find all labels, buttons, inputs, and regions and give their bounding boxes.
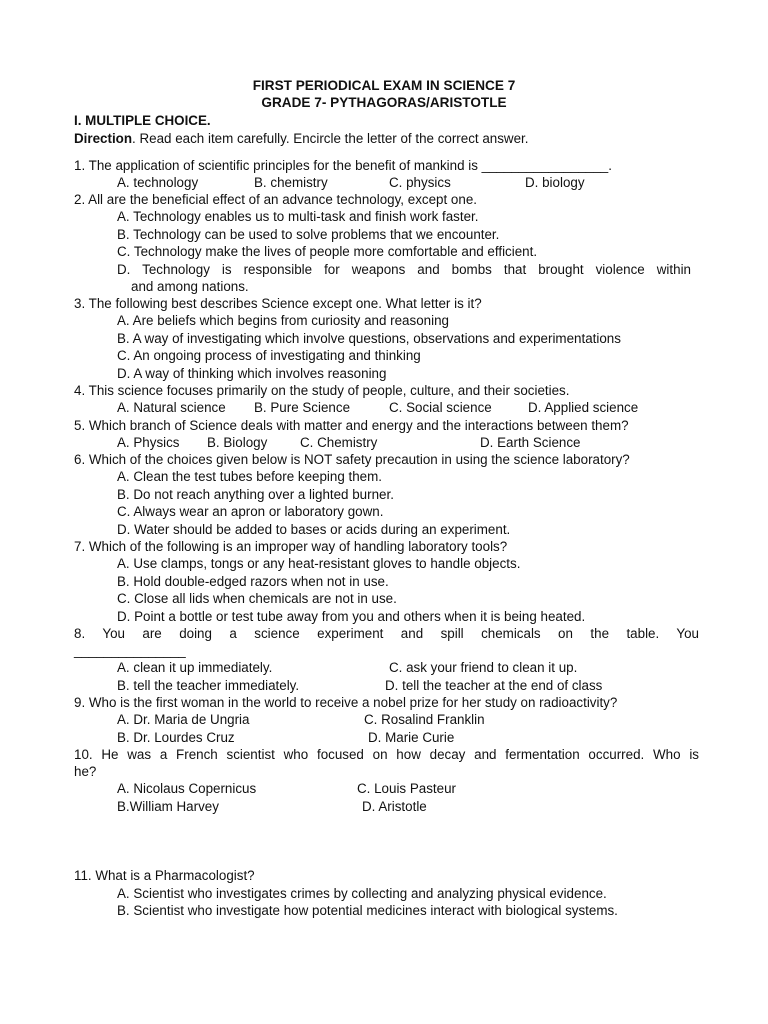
question-11-stem: 11. What is a Pharmacologist? [74, 868, 255, 883]
q10-option-b: B.William Harvey [117, 799, 219, 814]
q3-option-d: D. A way of thinking which involves reasoning [117, 366, 387, 381]
q6-option-c: C. Always wear an apron or laboratory gown. [117, 504, 384, 519]
q1-option-a: A. technology [117, 175, 199, 190]
q8-option-c: C. ask your friend to clean it up. [389, 660, 578, 675]
q9-option-b: B. Dr. Lourdes Cruz [117, 730, 235, 745]
exam-subtitle: GRADE 7- PYTHAGORAS/ARISTOTLE [261, 95, 507, 110]
q8-option-d: D. tell the teacher at the end of class [385, 678, 603, 693]
q8-option-a: A. clean it up immediately. [117, 660, 273, 675]
direction-label: Direction [74, 131, 133, 146]
q9-option-a: A. Dr. Maria de Ungria [117, 712, 250, 727]
direction-line [74, 131, 529, 147]
q6-option-d: D. Water should be added to bases or acids during an experiment. [117, 522, 511, 537]
question-6-stem: 6. Which of the choices given below is NOT safety precaution in using the science laboratory? [74, 452, 630, 467]
question-4-stem: 4. This science focuses primarily on the study of people, culture, and their societies. [74, 383, 570, 398]
q5-option-d: D. Earth Science [480, 435, 581, 450]
q8-option-b: B. tell the teacher immediately. [117, 678, 300, 693]
q1-option-c: C. physics [389, 175, 451, 190]
q3-option-b: B. A way of investigating which involve questions, observations and experimentations [117, 331, 621, 346]
question-8-blank: _______________ [74, 643, 186, 658]
q1-option-b: B. chemistry [254, 175, 328, 190]
section-heading: I. MULTIPLE CHOICE. [74, 113, 211, 128]
question-3-stem: 3. The following best describes Science except one. What letter is it? [74, 296, 482, 311]
q6-option-b: B. Do not reach anything over a lighted burner. [117, 487, 394, 502]
q7-option-b: B. Hold double-edged razors when not in use. [117, 574, 389, 589]
q4-option-d: D. Applied science [528, 400, 639, 415]
q7-option-c: C. Close all lids when chemicals are not in use. [117, 591, 397, 606]
q5-option-a: A. Physics [117, 435, 180, 450]
q2-option-c: C. Technology make the lives of people more comfortable and efficient. [117, 244, 538, 259]
q2-option-d-continued: and among nations. [131, 279, 249, 294]
q7-option-a: A. Use clamps, tongs or any heat-resistant gloves to handle objects. [117, 556, 521, 571]
q4-option-c: C. Social science [389, 400, 492, 415]
question-7-stem: 7. Which of the following is an improper way of handling laboratory tools? [74, 539, 508, 554]
q11-option-a: A. Scientist who investigates crimes by collecting and analyzing physical evidence. [117, 886, 607, 901]
question-8-stem: 8. You are doing a science experiment and spill chemicals on the table. You [74, 626, 699, 641]
q2-option-b: B. Technology can be used to solve problems that we encounter. [117, 227, 500, 242]
q7-option-d: D. Point a bottle or test tube away from you and others when it is being heated. [117, 609, 586, 624]
q5-option-b: B. Biology [207, 435, 268, 450]
q2-option-d: D. Technology is responsible for weapons and bombs that brought violence within [117, 262, 691, 277]
q10-option-c: C. Louis Pasteur [357, 781, 456, 796]
q3-option-a: A. Are beliefs which begins from curiosity and reasoning [117, 313, 449, 328]
question-10-stem: 10. He was a French scientist who focused on how decay and fermentation occurred. Who is [74, 747, 699, 762]
q5-option-c: C. Chemistry [300, 435, 378, 450]
question-1-stem: 1. The application of scientific principles for the benefit of mankind is _________________. [74, 158, 612, 173]
q11-option-b: B. Scientist who investigate how potential medicines interact with biological systems. [117, 903, 618, 918]
q4-option-b: B. Pure Science [254, 400, 351, 415]
question-2-stem: 2. All are the beneficial effect of an advance technology, except one. [74, 192, 477, 207]
question-5-stem: 5. Which branch of Science deals with matter and energy and the interactions between them? [74, 418, 629, 433]
question-9-stem: 9. Who is the first woman in the world to receive a nobel prize for her study on radioactivity? [74, 695, 618, 710]
direction-text: . Read each item carefully. Encircle the letter of the correct answer. [132, 131, 529, 146]
q9-option-c: C. Rosalind Franklin [364, 712, 485, 727]
q2-option-a: A. Technology enables us to multi-task and finish work faster. [117, 209, 479, 224]
q3-option-c: C. An ongoing process of investigating and thinking [117, 348, 421, 363]
q10-option-d: D. Aristotle [362, 799, 427, 814]
question-10-stem-continued: he? [74, 764, 97, 779]
q1-option-d: D. biology [525, 175, 585, 190]
exam-title: FIRST PERIODICAL EXAM IN SCIENCE 7 [252, 78, 516, 93]
q4-option-a: A. Natural science [117, 400, 226, 415]
q6-option-a: A. Clean the test tubes before keeping them. [117, 469, 383, 484]
q9-option-d: D. Marie Curie [368, 730, 455, 745]
q10-option-a: A. Nicolaus Copernicus [117, 781, 257, 796]
